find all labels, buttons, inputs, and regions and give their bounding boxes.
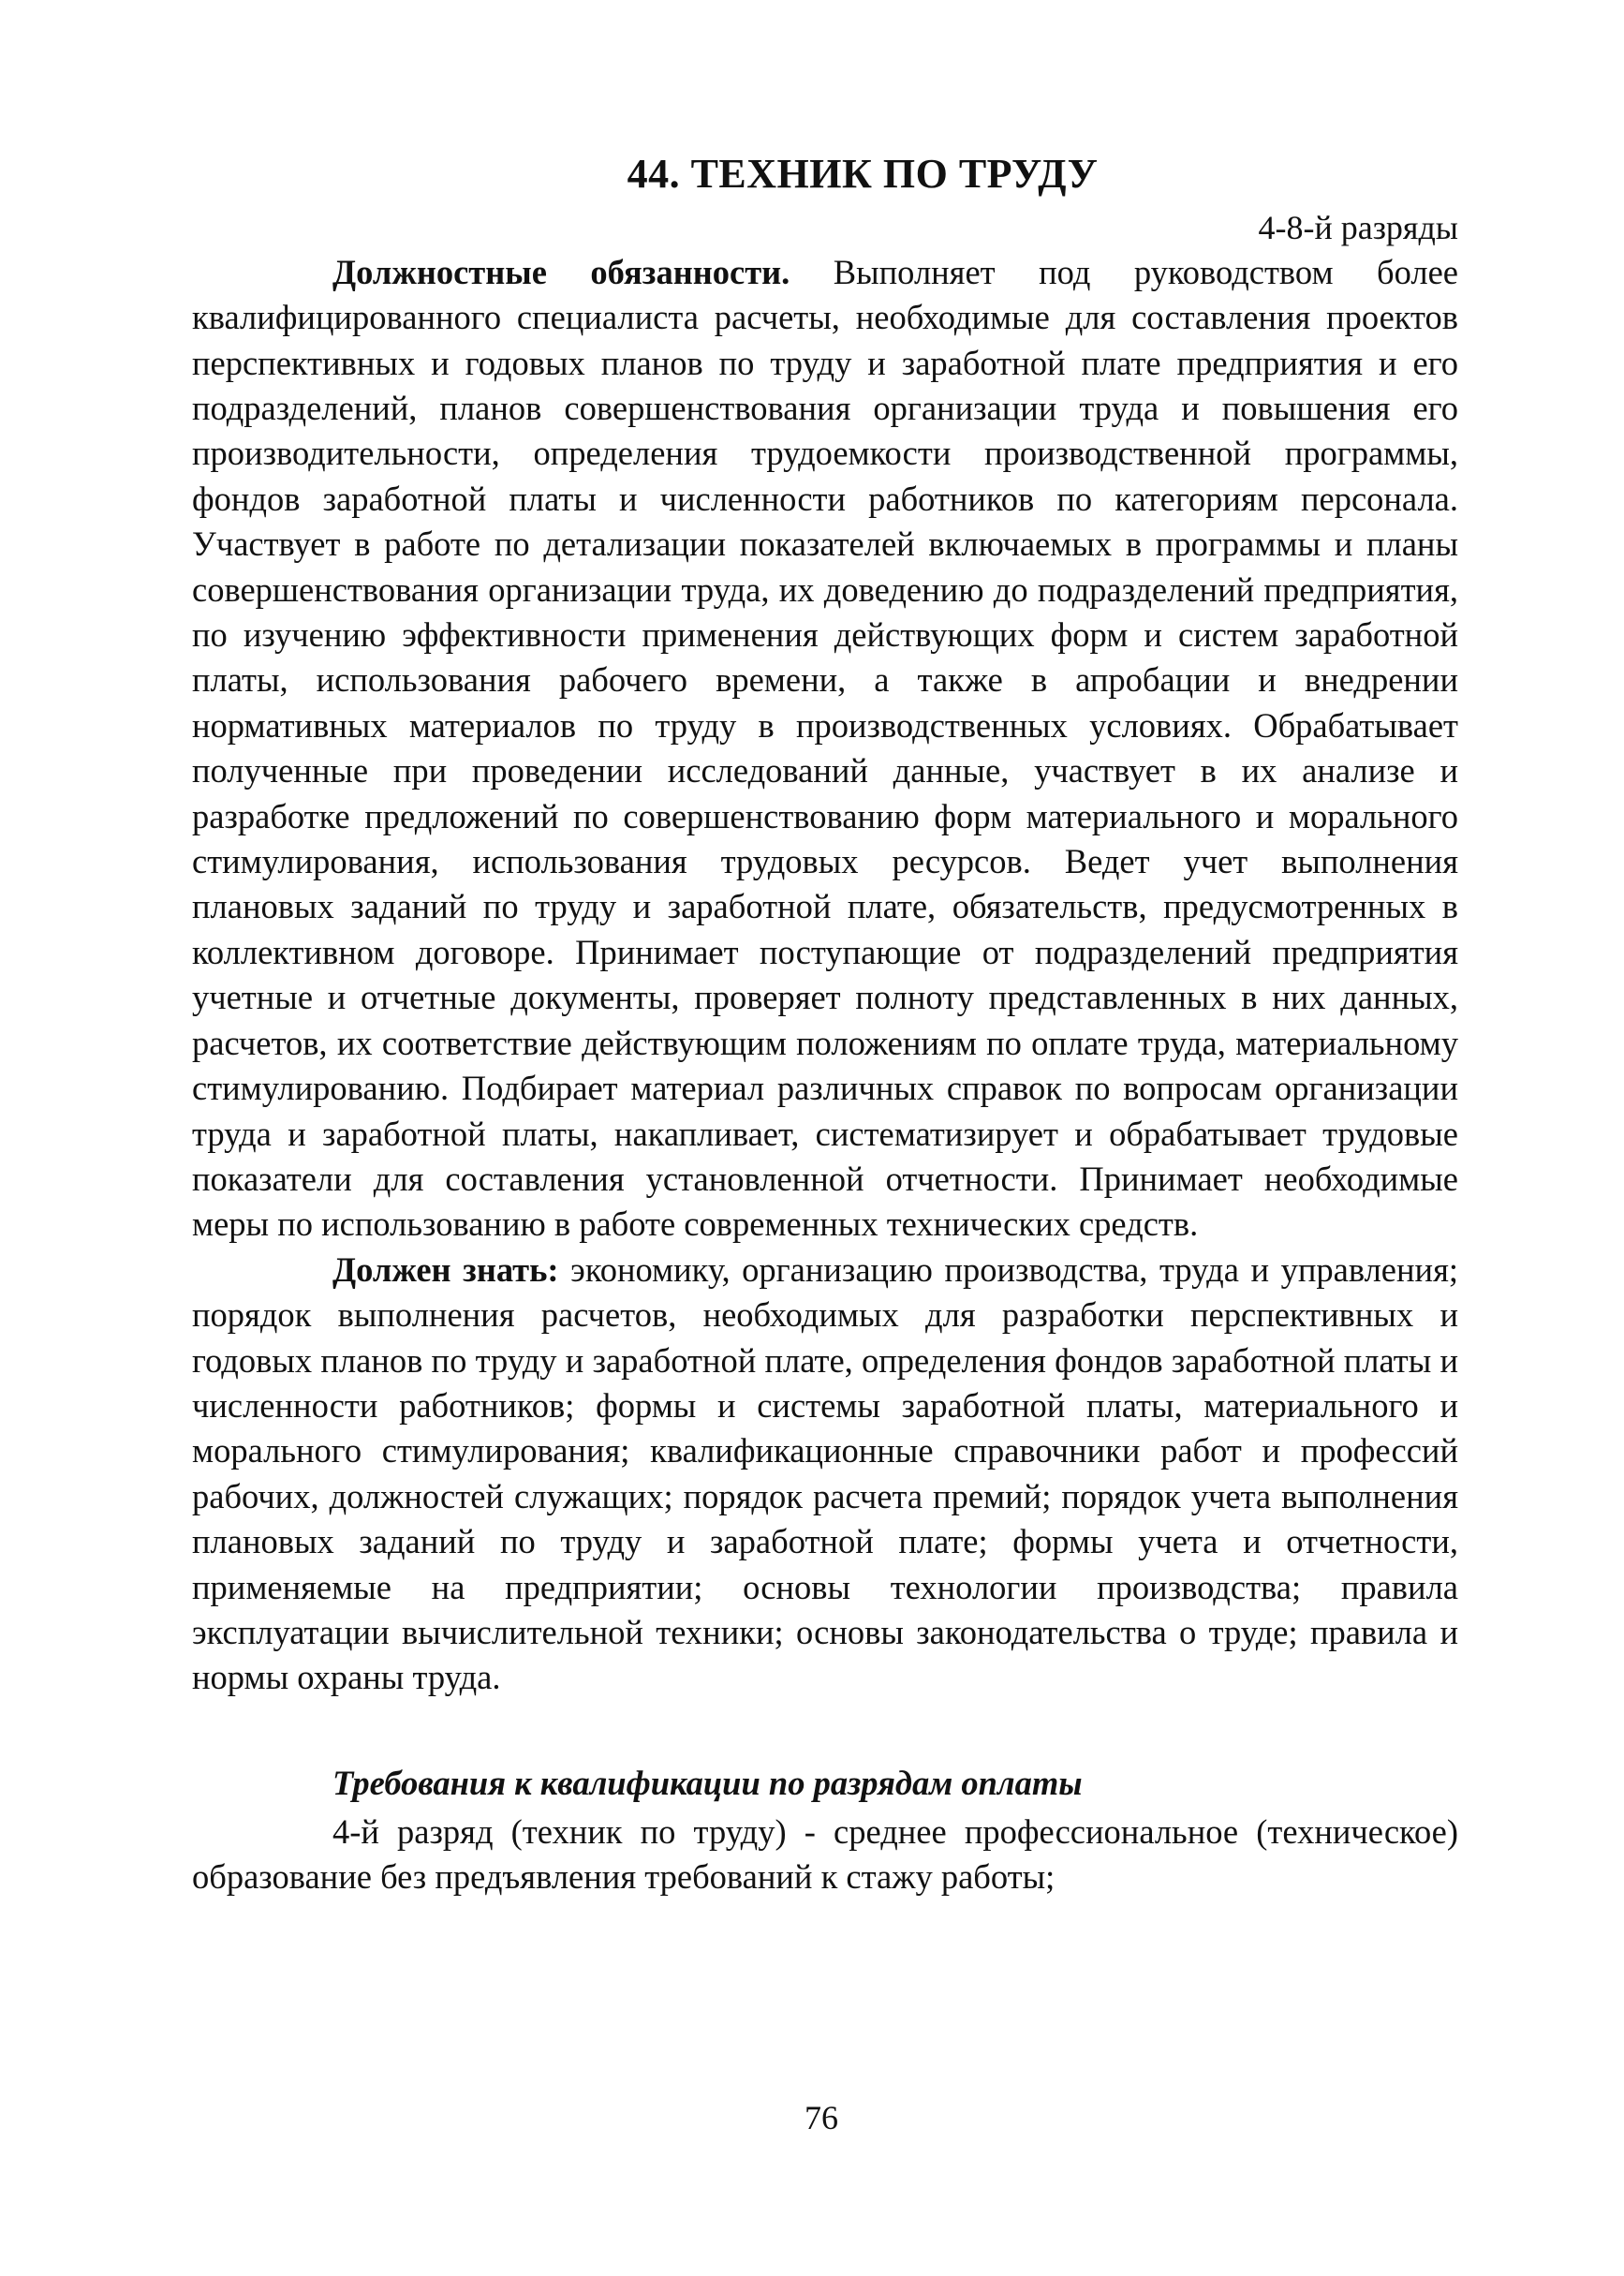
duties-text: Выполняет под руководством более квалифицированного специалиста расчеты, необходимые для составления проектов перспективных и годовых планов по труду и заработной плате предприятия и его подразделений, планов совершенствования организации труда и повышения его производительности, определения трудоемкости производственной программы, фондов заработной платы и численности работников по категориям персонала. Участвует в работе по детализации показателей включаемых в программы и планы совершенствования организации труда, их доведению до подразделений предприятия, по изучению эффективности применения действующих форм и систем заработной платы, использования рабочего времени, а также в апробации и внедрении нормативных материалов по труду в производственных условиях. Обрабатывает полученные при проведении исследований данные, участвует в их анализе и разработке предложений по совершенствованию форм материального и морального стимулирования, использования трудовых ресурсов. Ведет учет выполнения плановых заданий по труду и заработной плате, обязательств, предусмотренных в коллективном договоре. Принимает поступающие от подразделений предприятия учетные и отчетные документы, проверяет полноту представленных в них данных, расчетов, их соответствие действующим положениям по оплате труда, материальному стимулированию. Подбирает материал различных справок по вопросам организации труда и заработной платы, накапливает, систематизирует и обрабатывает трудовые показатели для составления установленной отчетности. Принимает необходимые меры по использованию в работе современных технических средств. (192, 252, 1458, 1244)
duties-label: Должностные обязанности. (332, 252, 790, 291)
section-title: 44. ТЕХНИК ПО ТРУДУ (627, 151, 1099, 197)
grades-label: 4-8-й разряды (1258, 208, 1458, 246)
requirements-title: Требования к квалификации по разрядам оплаты (332, 1763, 1083, 1802)
requirements-paragraph: 4-й разряд (техник по труду) - среднее профессиональное (техническое) образование без предъявления требований к стажу работы; (192, 1811, 1458, 1897)
page-number: 76 (805, 2099, 838, 2136)
document-body (192, 150, 1458, 1900)
duties-paragraph (192, 250, 1458, 1248)
knowledge-label: Должен знать: (332, 1249, 559, 1289)
knowledge-paragraph (192, 1248, 1458, 1701)
knowledge-text: экономику, организацию производства, труда и управления; порядок выполнения расчетов, необходимых для разработки перспективных и годовых планов по труду и заработной плате, определения фондов заработной платы и численности работников; формы и системы заработной платы, материального и морального стимулирования; квалификационные справочники работ и профессий рабочих, должностей служащих; порядок расчета премий; порядок учета выполнения плановых заданий по труду и заработной плате; формы учета и отчетности, применяемые на предприятии; основы технологии производства; правила эксплуатации вычислительной техники; основы законодательства о труде; правила и нормы охраны труда. (192, 1249, 1459, 1697)
